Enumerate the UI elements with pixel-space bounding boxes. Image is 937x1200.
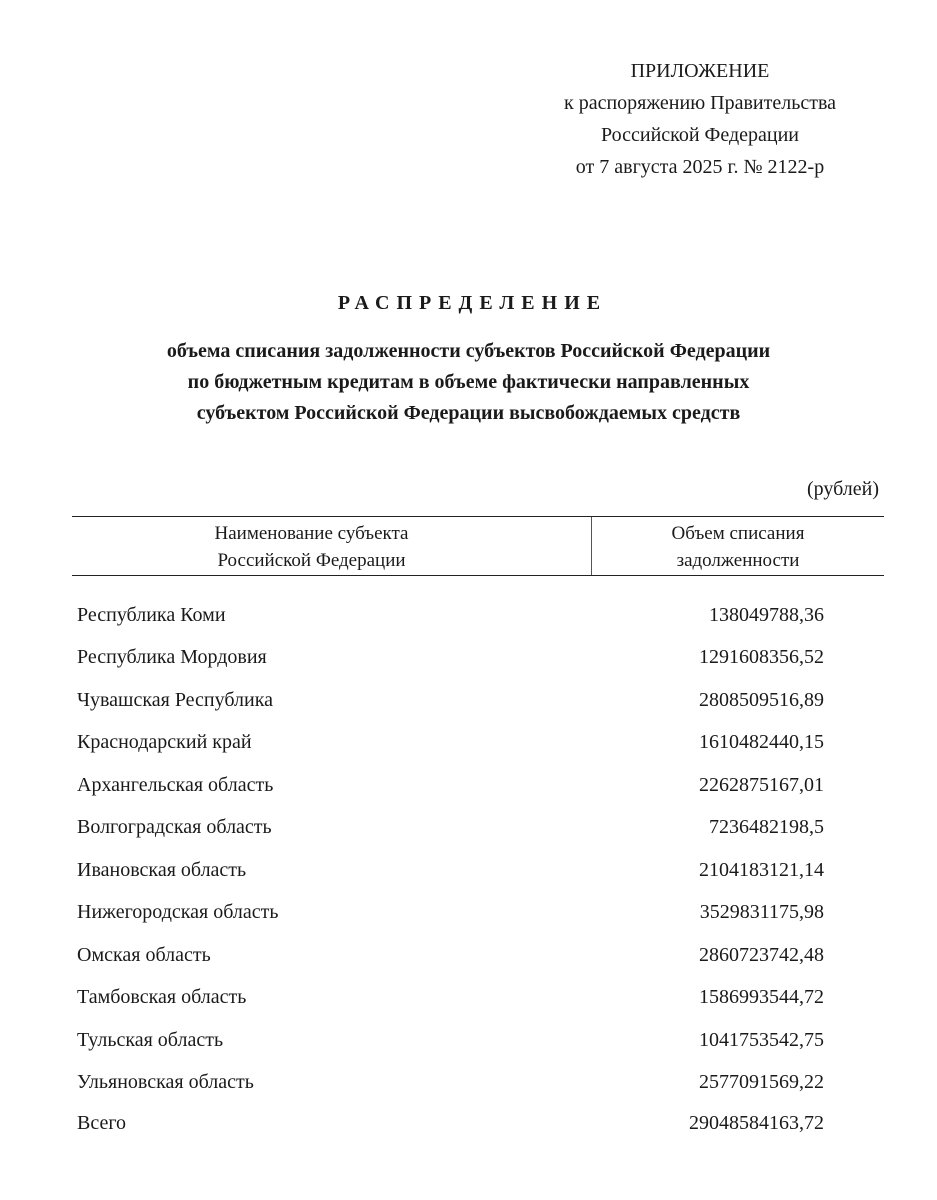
- table-row: [72, 1019, 884, 1062]
- total-label: Всего: [77, 1111, 127, 1134]
- table-row: [72, 722, 884, 765]
- document-title: РАСПРЕДЕЛЕНИЕ: [337, 292, 608, 314]
- annex-order-line: к распоряжению Правительства: [563, 92, 836, 114]
- row-amount: 1041753542,75: [699, 1028, 824, 1051]
- header-subject-name-line-1: Наименование субъекта: [214, 523, 409, 544]
- annex-date-line: от 7 августа 2025 г. № 2122-р: [575, 156, 825, 178]
- row-amount: 2808509516,89: [699, 688, 824, 711]
- table-row: [72, 849, 884, 892]
- row-amount: 1586993544,72: [699, 986, 824, 1009]
- subtitle-line-2: по бюджетным кредитам в объеме фактически направленных: [187, 371, 750, 393]
- row-subject-name: Чувашская Республика: [77, 688, 274, 711]
- table-row: [72, 764, 884, 807]
- table-row: [72, 934, 884, 977]
- row-amount: 7236482198,5: [709, 816, 824, 839]
- row-subject-name: Ивановская область: [77, 858, 247, 881]
- row-amount: 138049788,36: [709, 603, 824, 626]
- total-amount: 29048584163,72: [689, 1111, 824, 1134]
- row-amount: 1291608356,52: [699, 646, 824, 669]
- table-row: [72, 892, 884, 935]
- row-subject-name: Архангельская область: [77, 773, 274, 796]
- table-row: [72, 1062, 884, 1105]
- row-amount: 2577091569,22: [699, 1071, 824, 1094]
- subtitle-line-1: объема списания задолженности субъектов Российской Федерации: [166, 340, 771, 362]
- row-amount: 3529831175,98: [699, 901, 824, 924]
- table-row: [72, 807, 884, 850]
- row-subject-name: Нижегородская область: [77, 901, 279, 924]
- header-amount-line-1: Объем списания: [671, 523, 805, 544]
- header-subject-name-line-2: Российской Федерации: [217, 550, 406, 571]
- subtitle-line-3: субъектом Российской Федерации высвобождаемых средств: [196, 402, 741, 424]
- units-label: (рублей): [806, 478, 879, 500]
- row-amount: 2262875167,01: [699, 773, 824, 796]
- table-row: [72, 637, 884, 680]
- table-row: [72, 977, 884, 1020]
- row-subject-name: Омская область: [77, 943, 211, 966]
- header-amount-line-2: задолженности: [676, 550, 800, 571]
- annex-block: [500, 55, 900, 183]
- header-write-off-amount: [592, 517, 884, 575]
- document-subtitle: [0, 336, 937, 429]
- row-amount: 1610482440,15: [699, 731, 824, 754]
- table-header: [72, 516, 884, 576]
- table-row: [72, 594, 884, 637]
- header-subject-name: [72, 517, 592, 575]
- row-subject-name: Тульская область: [77, 1028, 224, 1051]
- row-subject-name: Республика Мордовия: [77, 646, 267, 669]
- table-body: [72, 594, 884, 1142]
- row-subject-name: Тамбовская область: [77, 986, 247, 1009]
- row-subject-name: Краснодарский край: [77, 731, 252, 754]
- annex-title: ПРИЛОЖЕНИЕ: [630, 60, 770, 82]
- distribution-table: [72, 516, 884, 1142]
- row-amount: 2104183121,14: [699, 858, 824, 881]
- row-subject-name: Ульяновская область: [77, 1071, 254, 1094]
- annex-authority-line: Российской Федерации: [600, 124, 800, 146]
- row-subject-name: Волгоградская область: [77, 816, 272, 839]
- table-total-row: [72, 1104, 884, 1142]
- row-subject-name: Республика Коми: [77, 603, 226, 626]
- table-row: [72, 679, 884, 722]
- row-amount: 2860723742,48: [699, 943, 824, 966]
